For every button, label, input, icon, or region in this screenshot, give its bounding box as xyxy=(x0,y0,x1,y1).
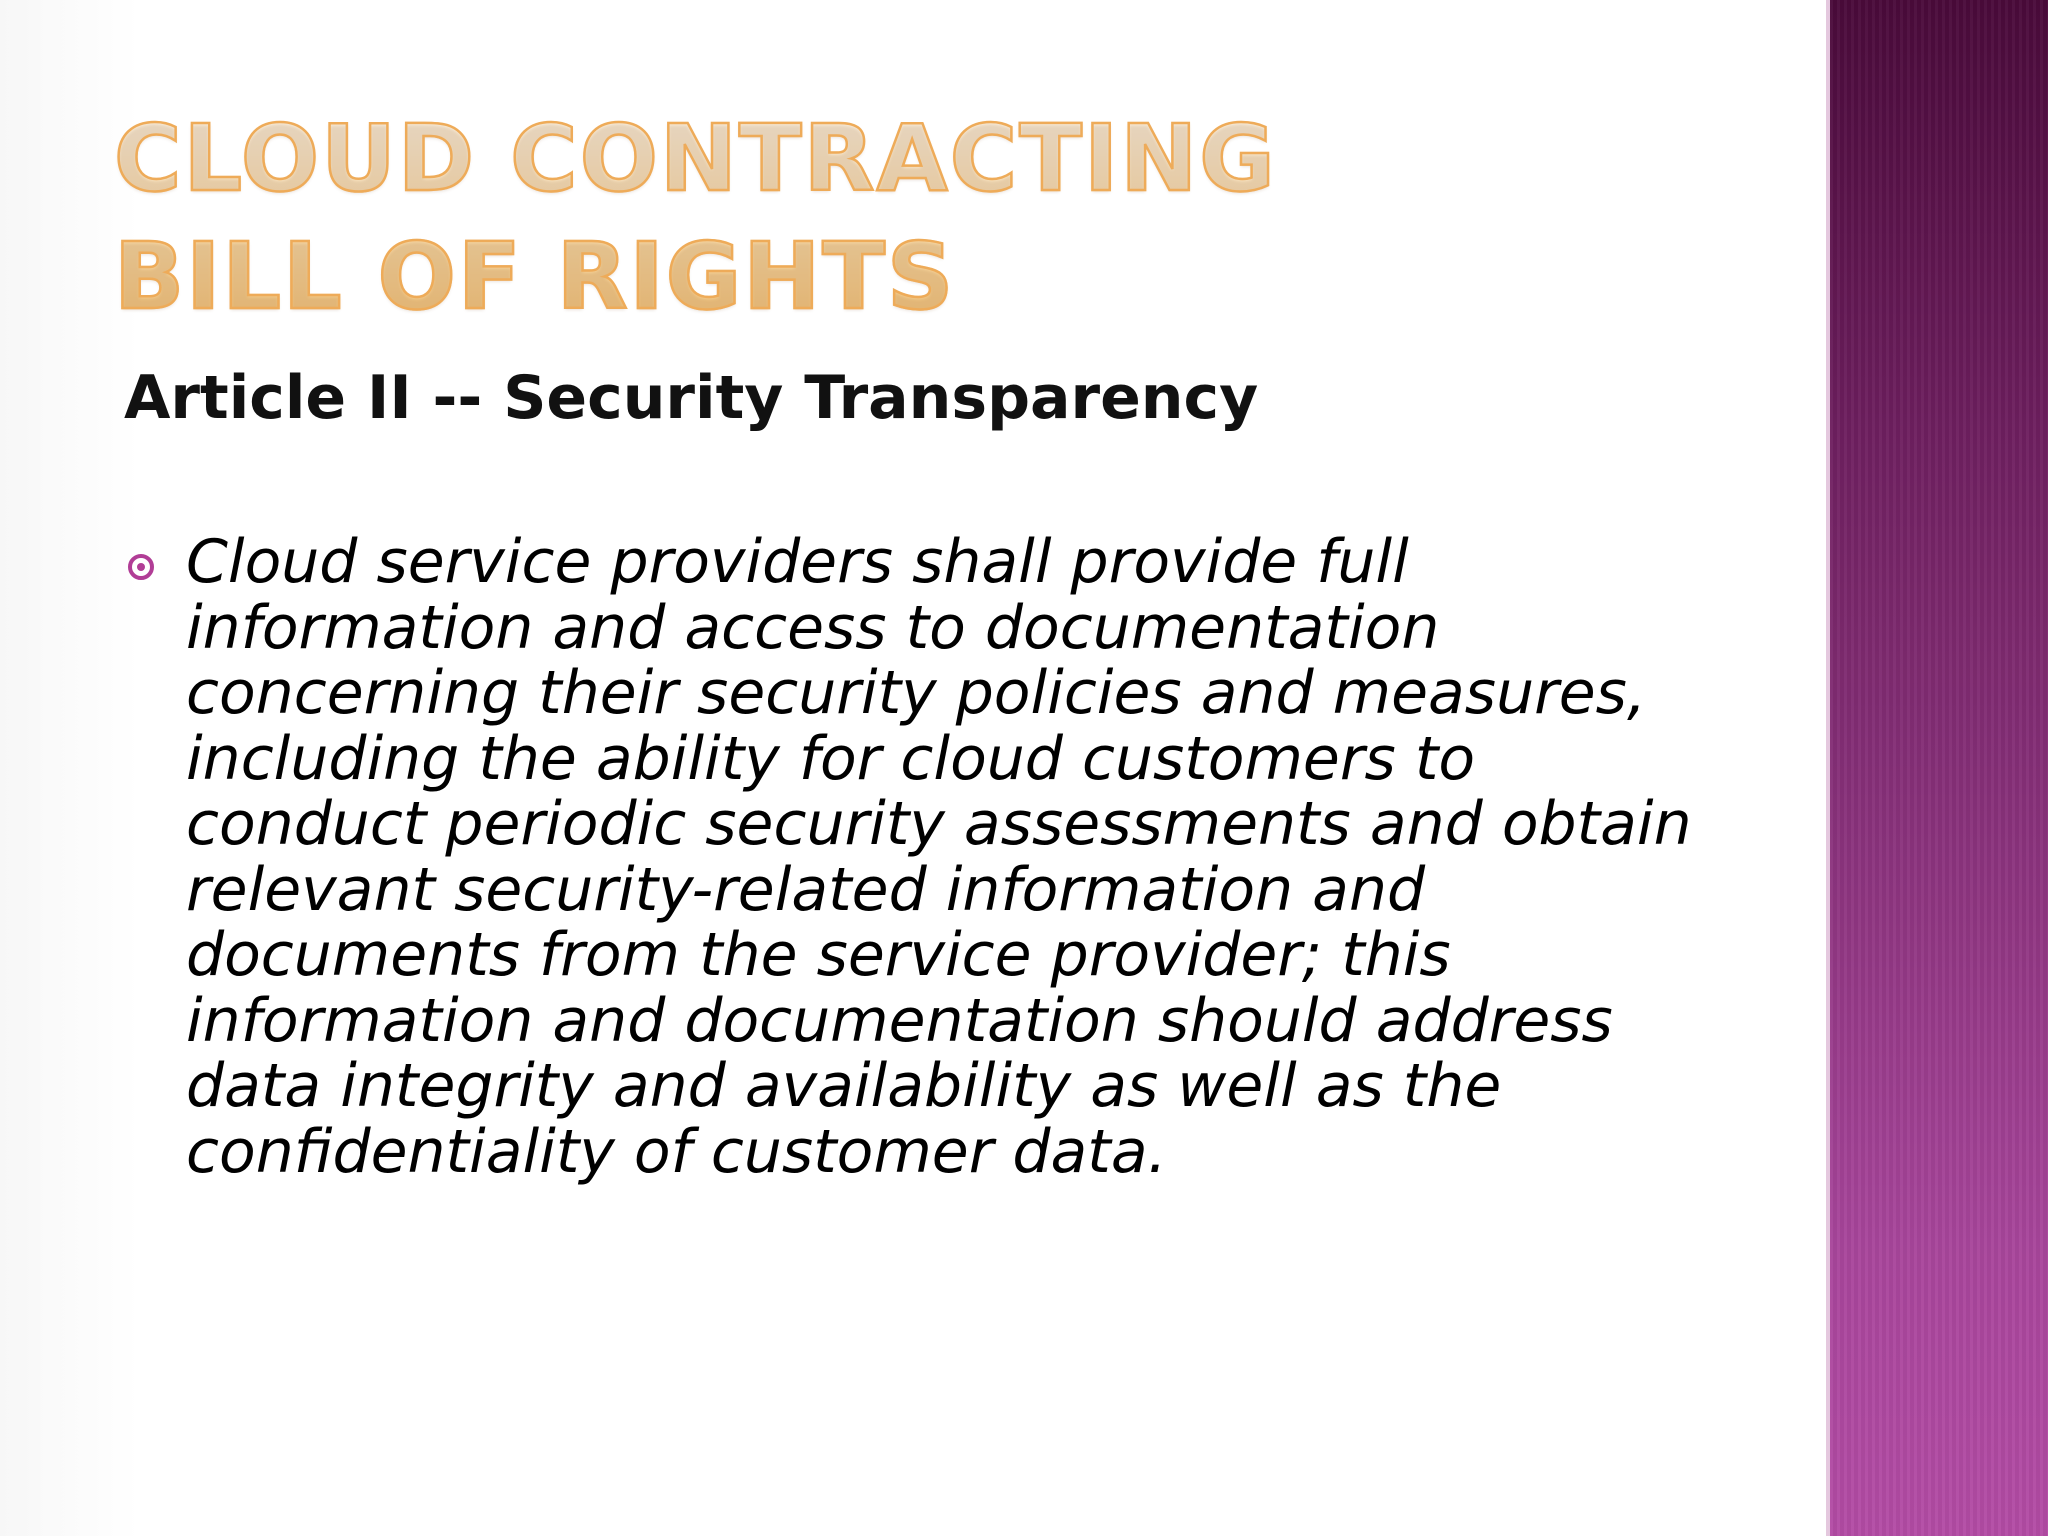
article-subtitle: Article II -- Security Transparency xyxy=(124,363,1259,433)
decorative-side-band xyxy=(1826,0,2048,1536)
slide-title: CLOUD CONTRACTING BILL OF RIGHTS xyxy=(114,100,1534,336)
bullet-text: Cloud service providers shall provide full information and access to documentation concerning their security policies and measures, including the ability for cloud customers to conduct periodic security assessments and obtain relevant security-related information and documents from the service provider; this information and documentation should address data integrity and availability as well as the confidentiality of customer data. xyxy=(186,527,1692,1187)
bullet-item xyxy=(124,527,1724,1187)
circle-dot-bullet-icon xyxy=(128,554,154,580)
